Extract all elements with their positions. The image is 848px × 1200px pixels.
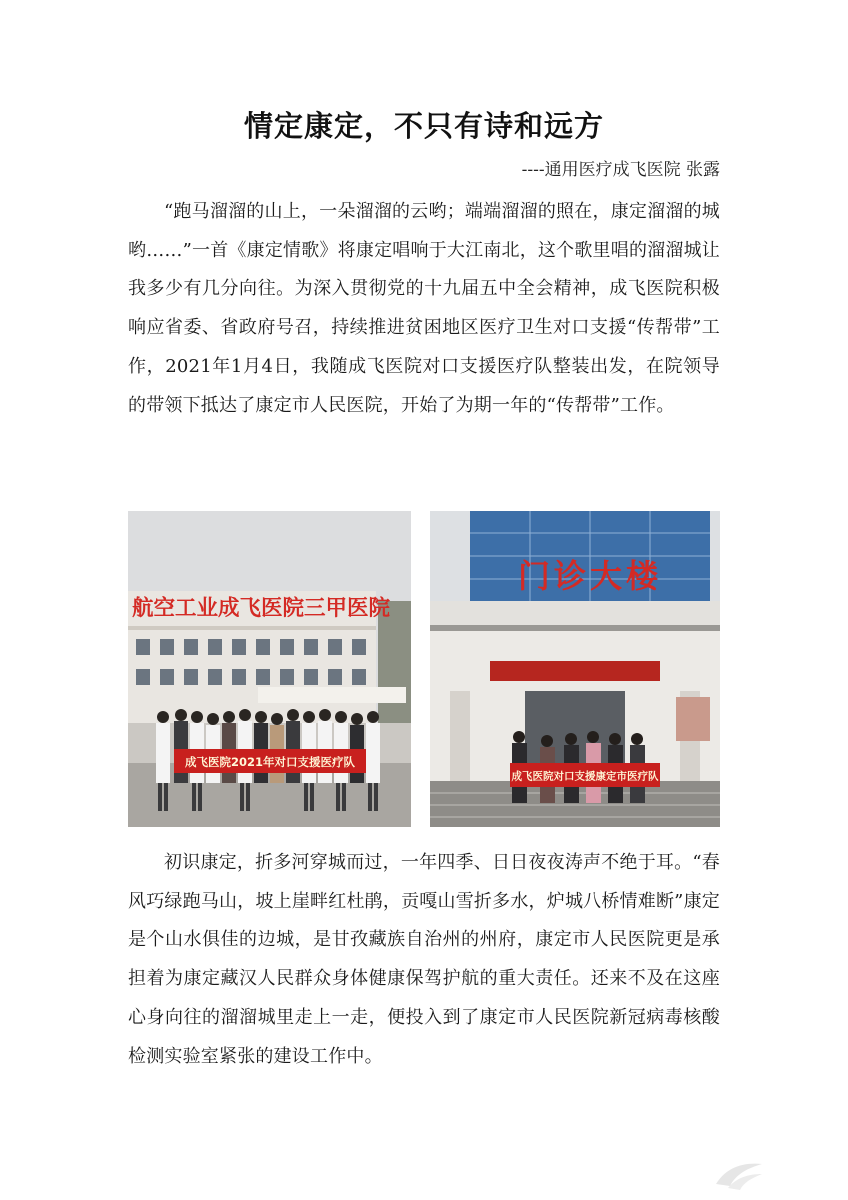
footer-logo-icon	[712, 1158, 766, 1192]
photo-1-building-sign: 航空工业成飞医院三甲医院	[132, 596, 391, 621]
paragraph-2: 初识康定，折多河穿城而过，一年四季、日日夜夜涛声不绝于耳。“春风巧绿跑马山，坡上崖畔红杜鹃，贡嘎山雪折多水，炉城八桥情难断”康定是个山水俱佳的边城，是甘孜藏族自治州的州府，康定市人民医院更是承担着为康定藏汉人民群众身体健康保驾护航的重大责任。还来不及在这座心身向往的溜溜城里走上一走，便投入到了康定市人民医院新冠病毒核酸检测实验室紧张的建设工作中。	[128, 852, 720, 1067]
photo-medical-team-outpatient-building	[430, 511, 720, 827]
photo-2-building-sign: 门诊大楼	[517, 557, 663, 595]
photo-2-banner: 成飞医院对口支援康定市医疗队	[511, 770, 659, 783]
photo-1-banner: 成飞医院2021年对口支援医疗队	[184, 755, 356, 769]
byline: ----通用医疗成飞医院 张露	[521, 160, 720, 180]
photo-medical-team-hospital	[128, 511, 411, 827]
paragraph-1: “跑马溜溜的山上，一朵溜溜的云哟；端端溜溜的照在，康定溜溜的城哟……”一首《康定情歌》将康定唱响于大江南北，这个歌里唱的溜溜城让我多少有几分向往。为深入贯彻党的十九届五中全会精神，成飞医院积极响应省委、省政府号召，持续推进贫困地区医疗卫生对口支援“传帮带”工作，2021年1月4日，我随成飞医院对口支援医疗队整装出发，在院领导的带领下抵达了康定市人民医院，开始了为期一年的“传帮带”工作。	[128, 201, 720, 416]
page-title: 情定康定，不只有诗和远方	[243, 109, 604, 143]
